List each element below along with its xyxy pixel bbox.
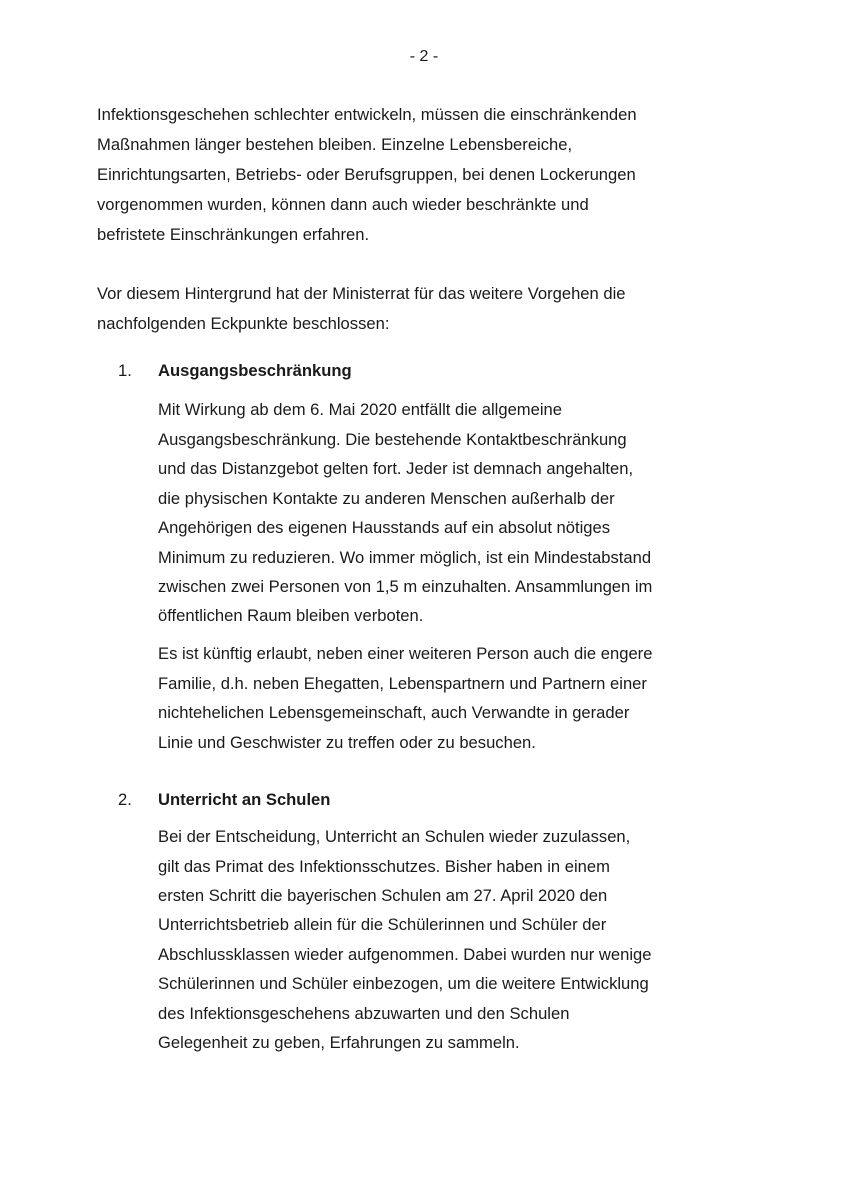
text-line: gilt das Primat des Infektionsschutzes. Bisher haben in einem	[158, 857, 610, 876]
section-number: 1.	[118, 361, 132, 380]
text-line: Schülerinnen und Schüler einbezogen, um die weitere Entwicklung	[158, 974, 649, 993]
section-heading: Ausgangsbeschränkung	[158, 361, 352, 380]
text-line: Angehörigen des eigenen Hausstands auf ein absolut nötiges	[158, 518, 611, 537]
text-line: Es ist künftig erlaubt, neben einer weiteren Person auch die engere	[158, 644, 653, 663]
text-line: Ausgangsbeschränkung. Die bestehende Kontaktbeschränkung	[158, 430, 627, 449]
text-line: Unterrichtsbetrieb allein für die Schülerinnen und Schüler der	[158, 915, 607, 934]
text-line: Bei der Entscheidung, Unterricht an Schulen wieder zuzulassen,	[158, 827, 631, 846]
text-line: Linie und Geschwister zu treffen oder zu besuchen.	[158, 733, 536, 752]
text-line: Maßnahmen länger bestehen bleiben. Einzelne Lebensbereiche,	[97, 135, 573, 154]
text-line: nachfolgenden Eckpunkte beschlossen:	[97, 314, 390, 333]
section-heading: Unterricht an Schulen	[158, 790, 331, 809]
text-line: Gelegenheit zu geben, Erfahrungen zu sammeln.	[158, 1033, 520, 1052]
section-number: 2.	[118, 790, 132, 809]
text-line: Infektionsgeschehen schlechter entwickeln, müssen die einschränkenden	[97, 105, 637, 124]
text-line: Abschlussklassen wieder aufgenommen. Dabei wurden nur wenige	[158, 945, 652, 964]
text-line: zwischen zwei Personen von 1,5 m einzuhalten. Ansammlungen im	[158, 577, 653, 596]
text-line: vorgenommen wurden, können dann auch wieder beschränkte und	[97, 195, 589, 214]
page-number: - 2 -	[409, 48, 439, 65]
text-line: Einrichtungsarten, Betriebs- oder Berufsgruppen, bei denen Lockerungen	[97, 165, 636, 184]
text-line: ersten Schritt die bayerischen Schulen am 27. April 2020 den	[158, 886, 608, 905]
text-line: öffentlichen Raum bleiben verboten.	[158, 606, 424, 625]
text-line: Mit Wirkung ab dem 6. Mai 2020 entfällt die allgemeine	[158, 400, 562, 419]
text-line: befristete Einschränkungen erfahren.	[97, 225, 370, 244]
text-line: des Infektionsgeschehens abzuwarten und den Schulen	[158, 1004, 570, 1023]
text-line: nichtehelichen Lebensgemeinschaft, auch Verwandte in gerader	[158, 703, 630, 722]
text-line: Familie, d.h. neben Ehegatten, Lebenspartnern und Partnern einer	[158, 674, 647, 693]
text-line: Vor diesem Hintergrund hat der Ministerrat für das weitere Vorgehen die	[97, 284, 626, 303]
text-line: und das Distanzgebot gelten fort. Jeder ist demnach angehalten,	[158, 459, 634, 478]
text-line: Minimum zu reduzieren. Wo immer möglich, ist ein Mindestabstand	[158, 548, 652, 567]
text-line: die physischen Kontakte zu anderen Menschen außerhalb der	[158, 489, 615, 508]
